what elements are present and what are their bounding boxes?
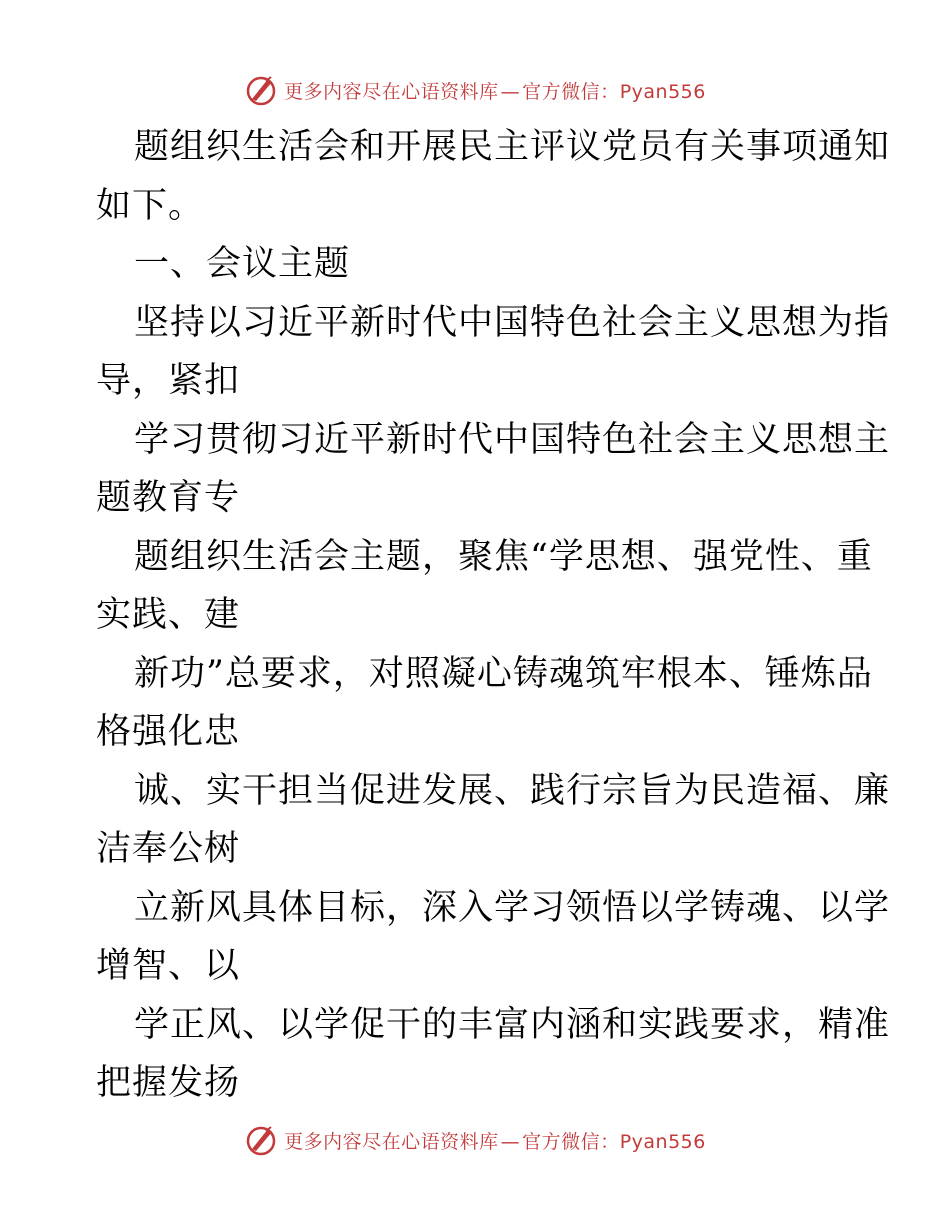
text-line: 导，紧扣 <box>96 361 241 401</box>
text-line: 一、会议主题 <box>134 244 351 284</box>
text-line: 题组织生活会主题，聚焦“学思想、强党性、重 <box>134 536 873 577</box>
text-line: 增智、以 <box>96 946 241 986</box>
document-body <box>96 118 891 1113</box>
text-line: 洁奉公树 <box>96 829 241 869</box>
watermark-text <box>284 1127 706 1154</box>
text-line: 立新风具体目标，深入学习领悟以学铸魂、以学 <box>134 887 891 928</box>
watermark-text <box>284 77 706 104</box>
quill-pen-icon <box>244 73 278 107</box>
text-line: 新功”总要求，对照凝心铸魂筑牢根本、锤炼品 <box>134 653 873 694</box>
text-line: 学习贯彻习近平新时代中国特色社会主义思想主 <box>134 419 891 460</box>
text-line: 坚持以习近平新时代中国特色社会主义思想为指 <box>134 302 891 343</box>
watermark-wechat-label: 官方微信： <box>522 80 620 103</box>
quill-pen-icon <box>244 1123 278 1157</box>
watermark-separator: — <box>500 1130 521 1153</box>
watermark-site: 更多内容尽在心语资料库 <box>284 1130 499 1153</box>
watermark-handle: Pyan556 <box>619 80 706 103</box>
watermark-footer <box>0 1120 950 1160</box>
watermark-site: 更多内容尽在心语资料库 <box>284 80 499 103</box>
text-line: 如下。 <box>96 185 205 226</box>
watermark-separator: — <box>500 80 521 103</box>
watermark-wechat-label: 官方微信： <box>522 1130 620 1153</box>
text-line: 诚、实干担当促进发展、践行宗旨为民造福、廉 <box>134 770 891 811</box>
watermark-handle: Pyan556 <box>619 1130 706 1153</box>
text-line: 学正风、以学促干的丰富内涵和实践要求，精准 <box>134 1004 891 1045</box>
text-line: 题教育专 <box>96 478 241 518</box>
text-line: 题组织生活会和开展民主评议党员有关事项通知 <box>134 127 891 167</box>
watermark-header <box>0 70 950 110</box>
text-line: 把握发扬 <box>96 1063 241 1103</box>
text-line: 实践、建 <box>96 595 241 635</box>
text-line: 格强化忠 <box>96 712 241 752</box>
